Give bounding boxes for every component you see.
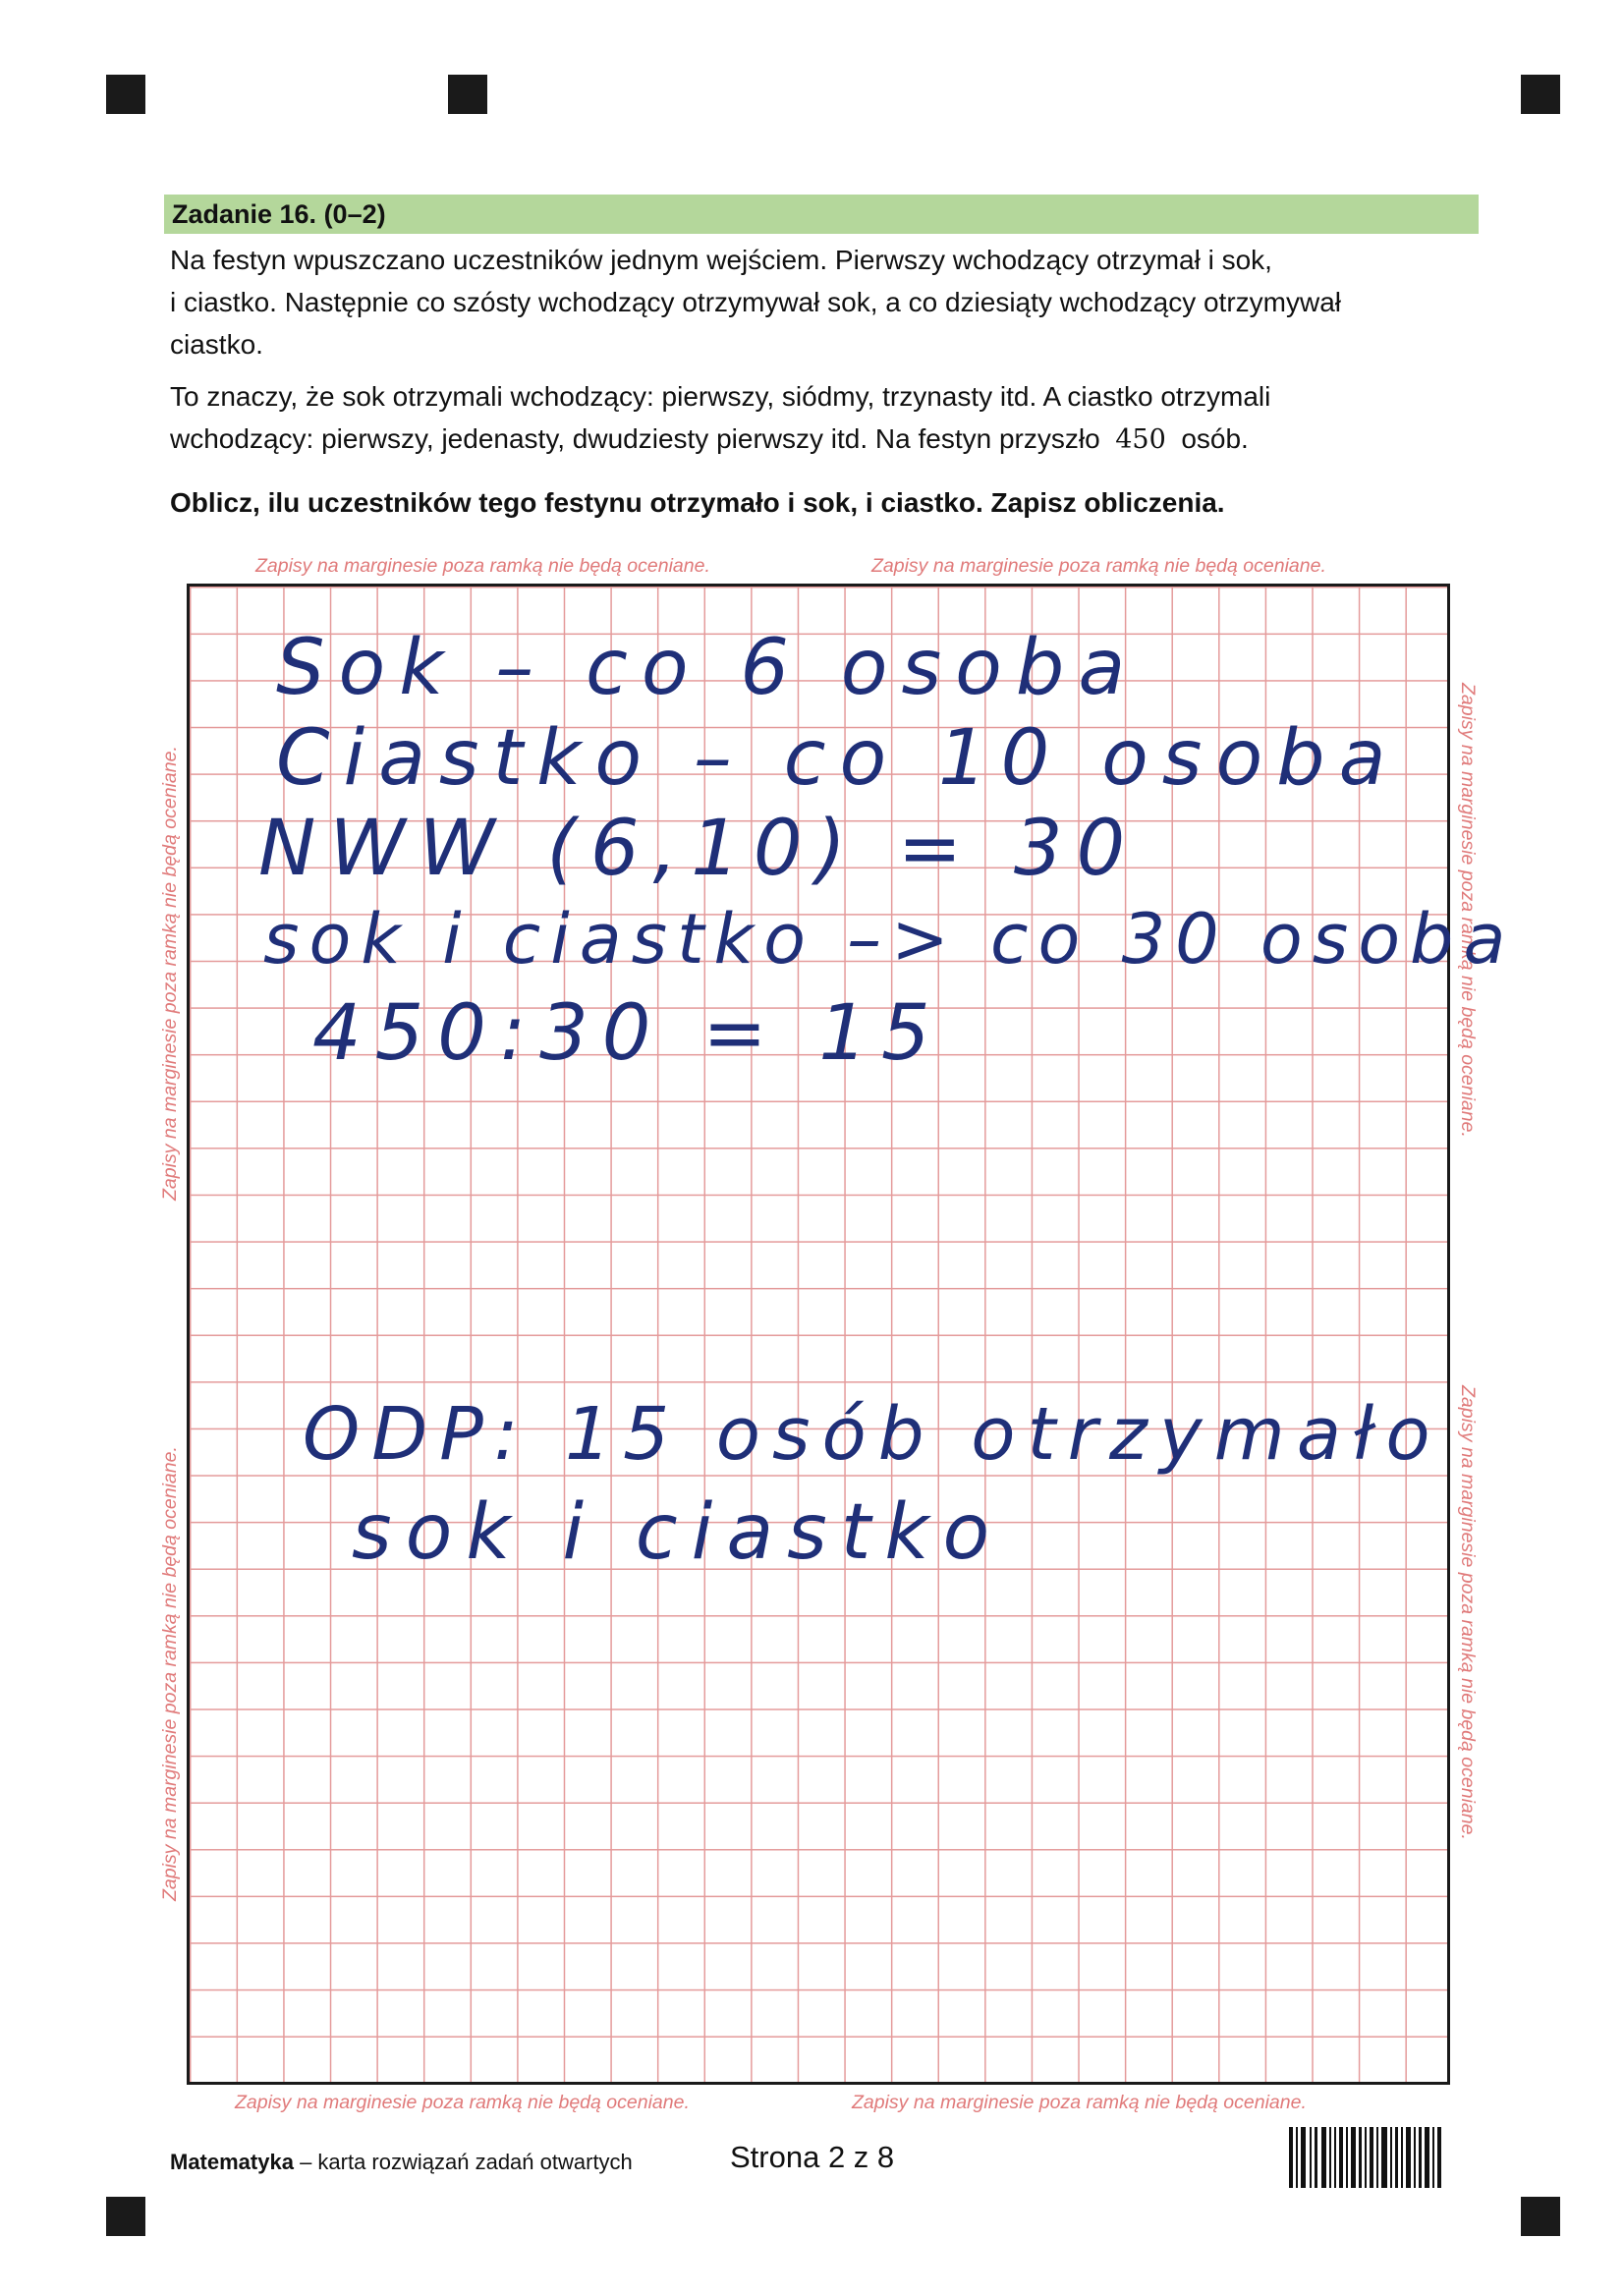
margin-note-bottom-right: Zapisy na marginesie poza ramką nie będą oceniane.: [852, 2092, 1307, 2113]
task-line: i ciastko. Następnie co szósty wchodzący otrzymywał sok, a co dziesiąty wchodzący otrzymywał: [170, 287, 1341, 317]
task-line: [170, 418, 1486, 461]
margin-note-top-right: Zapisy na marginesie poza ramką nie będą oceniane.: [871, 555, 1326, 577]
corner-marker-bottom-right: [1521, 2197, 1560, 2236]
task-title: Zadanie 16. (0–2): [164, 195, 1479, 234]
subject-name: Matematyka: [170, 2150, 294, 2174]
corner-marker-top-left: [106, 75, 145, 114]
task-line: To znaczy, że sok otrzymali wchodzący: pierwszy, siódmy, trzynasty itd. A ciastko otrzymali: [170, 381, 1271, 412]
handwritten-line-2: Ciastko – co 10 osoba: [276, 714, 1400, 803]
subject-description: – karta rozwiązań zadań otwartych: [293, 2150, 633, 2174]
task-line: Na festyn wpuszczano uczestników jednym wejściem. Pierwszy wchodzący otrzymał i sok,: [170, 245, 1272, 275]
margin-note-bottom-left: Zapisy na marginesie poza ramką nie będą oceniane.: [235, 2092, 690, 2113]
task-paragraph-2: [170, 375, 1486, 461]
margin-note-left-upper: Zapisy na marginesie poza ramką nie będą oceniane.: [159, 746, 181, 1201]
handwritten-line-6: ODP: 15 osób otrzymało: [303, 1392, 1442, 1477]
handwritten-line-3: NWW (6,10) = 30: [258, 805, 1140, 893]
task-line: ciastko.: [170, 329, 263, 360]
barcode: [1289, 2127, 1442, 2188]
task-paragraph-1: [170, 239, 1486, 365]
footer-subject: [170, 2150, 633, 2175]
margin-note-top-left: Zapisy na marginesie poza ramką nie będą oceniane.: [255, 555, 710, 577]
task-text: wchodzący: pierwszy, jedenasty, dwudziesty pierwszy itd. Na festyn przyszło: [170, 423, 1100, 454]
margin-note-right-lower: Zapisy na marginesie poza ramką nie będą oceniane.: [1457, 1385, 1479, 1840]
corner-marker-top-middle: [448, 75, 487, 114]
margin-note-right-upper: Zapisy na marginesie poza ramką nie będą oceniane.: [1457, 683, 1479, 1138]
handwritten-line-7: sok i ciastko: [352, 1488, 1004, 1577]
task-text: osób.: [1181, 423, 1249, 454]
handwritten-line-5: 450:30 = 15: [312, 989, 944, 1078]
page-number: Strona 2 z 8: [730, 2140, 895, 2174]
handwritten-line-1: Sok – co 6 osoba: [276, 624, 1140, 712]
task-instruction: Oblicz, ilu uczestników tego festynu otrzymało i sok, i ciastko. Zapisz obliczenia.: [170, 487, 1225, 518]
margin-note-left-lower: Zapisy na marginesie poza ramką nie będą oceniane.: [159, 1446, 181, 1901]
handwritten-line-4: sok i ciastko –> co 30 osoba: [263, 899, 1516, 980]
participant-count: 450: [1115, 424, 1166, 455]
corner-marker-top-right: [1521, 75, 1560, 114]
corner-marker-bottom-left: [106, 2197, 145, 2236]
